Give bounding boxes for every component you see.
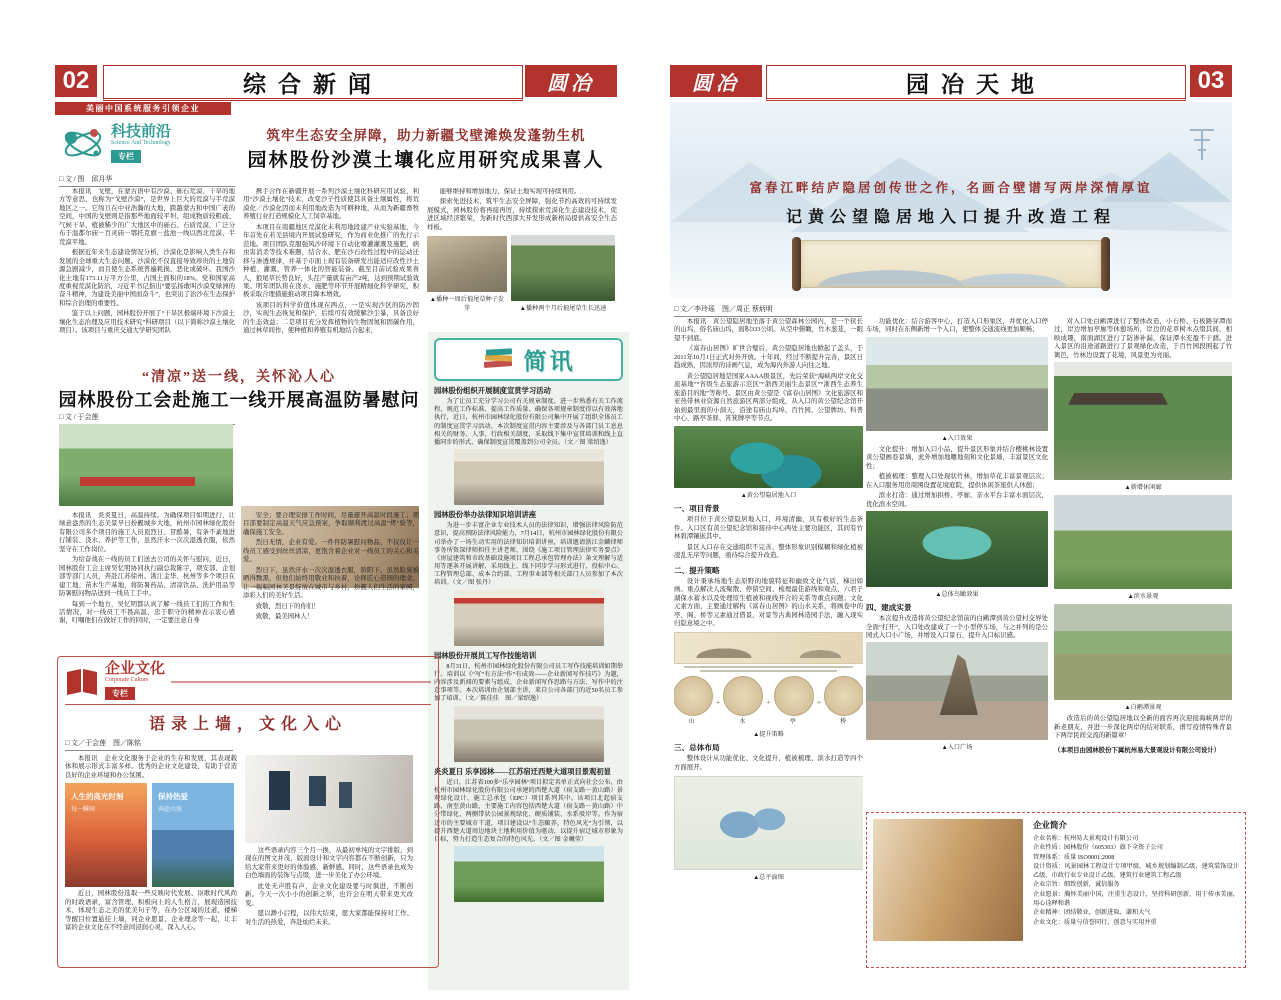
photo-caption: ▲新增休闲廊 [1124,484,1162,492]
feature-banner [670,102,1232,298]
photo-caption: ▲白鹇潭景观 [1124,704,1162,712]
company-line: 企业精神：团结敬业、创新进取、谦和大气 [1033,909,1151,917]
paragraph: 项目位于黄公望隐居地入口，环境清幽，具有极好的生态条件。入口区有黄公望纪念馆和接待中心两处主要功能区，其间有竹林碧潭镶嵌其中。 [674,516,863,541]
poster-title: 人生的高光时刻 [71,792,124,802]
banner-kicker: 富春江畔结庐隐居创传世之作，名画合壁谱写两岸深情厚谊 [749,181,1153,195]
paragraph: 携手合作在新疆开展一系列沙漠土壤化科研应用试验，利用“沙漠土壤化”技术，改变沙子性质使其具备土壤属性，将荒漠化／沙漠化因而未利用地改造为可耕种地，从而为新疆畜牧养殖行业打造规模化人工饲草基地。 [243,188,419,221]
masthead-logo: 圆冶 [670,65,762,97]
culture-section [57,656,439,968]
tech-column-subtitle: Science And Technology [111,139,171,146]
poster-sunset [65,783,147,887]
company-intro-box [866,812,1246,968]
paragraph: 烈日无情，企业有爱。一件件防暑慰问物品，不仅仅让一线员工感受到丝丝清凉，更饱含着企业对一线员工的关心和关爱。 [243,539,419,564]
poster-subtitle: 每一瞬间 [71,807,96,814]
paragraph: 本报讯 炎炎夏日，高温持续。为确保项目如期进行，让绿意盎然的生态美景早日扮靓城乡大地，杭州市园林绿化股份有限公司多个项目的施工人员顶烈日、冒酷暑，有条不紊地进行铺装、浇水、养护等工作，虽然汗水一次次湿透衣服，依然坚守在工作岗位。 [59,512,235,553]
photo-valley-entrance-aerial [674,426,863,488]
paragraph: 致敬，最美园林人！ [255,612,314,620]
section-heading: 二、提升策略 [674,565,720,575]
feature-col1 [674,318,863,976]
plus-separator [817,692,822,710]
feature-col2 [866,318,1048,798]
paragraph: 烈日下，虽然汗水一次次湿透衣服，骄阳下，虽然脸庞被晒得黝黑，但他们始终用敬业和执着，诠释匠心造园的理念，让一幅幅园林美景绽放在城市与乡村，扮靓人们生活的家园，添彩人们的美好生活。 [243,566,419,600]
article1-photos [427,235,617,316]
tech-column-header [61,122,241,166]
photo-caption: ▲播种两个月后狼尾草生长迅速 [519,305,607,313]
brief-body: 为进一步丰富企业专业技术人员的法律知识，增强法律风险防范意识，提高预防法律风险能力，7月14日，杭州市园林绿化股份有限公司举办了一场生动实用的法律知识培训讲座，培训邀请浙江金麟律师事务所资深律师担任主讲老师，围绕《施工项目管理法律实务要点》《房屋建筑和市政基础设施项目工程总承包管理办法》条文理解与适用等逐条开展讲解，采用线上、线下同步学习形式进行，投标中心、工程管理总部、成本合约部、工程事业部等相关部门人员参加了本次培训。（文／图 张丹） [434,522,623,587]
slogan-strip: 美丽中国系统服务引领企业 [55,102,231,115]
painting-note-line [700,670,837,672]
company-line: 企业名称：杭州易大景观设计有限公司 [1033,835,1139,842]
section-heading: 三、总体布局 [674,743,720,753]
feature-col3 [1054,318,1232,848]
masthead-logo: 圆冶 [525,65,617,97]
circle-vignette [774,676,814,725]
photo-block [511,235,615,316]
photo-company-reception [873,819,1023,941]
brief-title: 园林股份举办法律知识培训讲座 [434,510,537,520]
company-line: 企业文化：质量与信誉同行，创意与实用并重 [1033,918,1157,926]
company-intro-text [1033,819,1239,941]
photo-entrance-plaza [866,642,1048,740]
handscroll-illustration [800,240,1102,288]
paragraph: 改造后的黄公望隐居地以全新的面容再次迎接海峡两岸的新老朋友，并进一步深化两岸的结对联系，谱写疫情特殊背景下两岸民间交流的新篇章！ [1054,715,1232,740]
paragraph: 根据近年来生态建设情况分析，沙漠化是影响人类生存和发展的全球重大生态问题。沙漠化不仅直接导致珍贵的土地资源急剧减少，而且使生态系统普遍耗损、恶化或破坏。我国沙化土地有173.11万平方公里，占国土面积的18%。党和国家高度重视荒漠化防治，习近平书记指出“要弘扬敢叫沙漠变绿洲的奋斗精神，为建设美丽中国而奋斗”，也突出了治沙在生态保护和综合治理的重要性。 [59,249,235,307]
master-plan-drawing [674,776,863,870]
photo-desert-seedlings [427,236,507,292]
brief-body: 8月31日，杭州市园林绿化股份有限公司员工写作技能培训如期举行。培训以《“写”有方法“作”有成效——企业新闻写作技巧》为题，内容涉及新闻的要素与组成、企业新闻写作思路与方法、写作中的注意事项等。本次培训由企划部主讲，来自公司各部门的近50名员工参加了培训。（文／陈佳佳 图／梁绍逸） [434,662,623,703]
page-number: 03 [1190,65,1232,97]
photo-office-hallway [245,755,413,843]
paragraph: 鉴于以上问题，园林股份开展了“干旱区极端环境下沙漠土壤化生态治理及应用技术研究”科研项目（以下简称沙漠土壤化项目）。该项目与重庆交通大学研究团队 [59,310,235,335]
plus-separator [716,692,721,710]
photo-caption: ▲入口效果 [941,434,973,442]
painting-note-line [684,666,853,668]
article2-col2 [243,512,419,652]
photo-waterside-scenery [1054,495,1232,589]
culture-byline: □ 文／于会莲 图／陈铭 [65,738,233,751]
circle-vignette [824,676,863,725]
paragraph: 本报讯 企业文化服务于企业的生存和发展，其表现载体和展示形式丰富多样。优秀的企业文化建设，有助于营造良好的企业环境和办公氛围。 [65,755,237,779]
photo-caption: ▲提升策略 [753,731,784,739]
design-credit: （本项目由园林股份下属杭州易大景观设计有限公司设计） [1054,746,1221,754]
tech-column-titles [111,125,171,164]
brief-body: 近日，江苏省100多“乐享园林”项目拟定名单正式向社会公布，由杭州市园林绿化股份有限公司承建的西楚大道（宿支路－黄山路）景观绿化设计、施工总承包（EPC）项目系列其中。该项目北起宿支路，南至黄山路，主要施工内容包括西楚大道（宿支路－黄山路）中分带绿化、两侧带状公园景观绿化、硬质铺装、水系驳岸等。作为宿迁市的主要城市干道，项目建设以“生态颐养，特色风光”为引领，以提升西楚大道周边地块土地利用价值为驱动，以提升宿迁城市形象为目标，努力打造生态复合的特色风光。（文／图 金曦莹） [434,778,623,843]
photo-caption: ▲总平面图 [753,874,784,882]
circle-label: 亭 [789,719,796,726]
briefs-logo-text: 简讯 [523,349,576,374]
photo-caption: ▲播种一周后狼尾草种子发芽 [429,296,505,313]
paragraph: 功能优化：结合游客中心，打造入口形象区，并优化入口停车场，同时在东侧新增一个入口，使整体交通流线更加顺畅； [866,318,1048,334]
paragraph: 文化提升：增加入口小品，提升景区形象并结合樱桃林设置黄公望画卷景墙，此外增加地雕地刻和文化景墙，丰富景区文化性； [866,445,1048,470]
culture-col-left [65,755,237,935]
paragraph: 每到一个地方，吴忆明都认真了解一线员工们的工作和生活情况，对一线员工不畏高温、忠于职守的精神表示衷心感谢，叮嘱他们在做好工作的同时，一定要注意自身 [59,600,235,625]
photo-training-room [454,449,604,505]
briefs-panel [428,332,629,990]
paragraph: 近日，园林股份选取一些反映时代发展、讴歌时代风尚的时政语录，富含管理、积极向上的人生格言，展现造园技术、体现生态之美的优美句子等，在办公区域的过道、楼梯等醒目位置悬挂上墙，同企业愿景、企业理念等一起，让丰富的企业文化在不经意间浸润心灵，深入人心。 [65,890,237,932]
open-book-icon [65,668,99,696]
section-title: 综合新闻 [103,65,523,101]
photo-caption: ▲黄公望隐居地入口 [740,492,797,500]
rendering-birdseye [866,511,1048,587]
photo-baixian-pond [1054,604,1232,700]
paragraph: 滨水打造：通过增加拱桥、亭廊、亲水平台丰富水面层次，优化滨水空间。 [866,492,1048,508]
quote-posters [65,783,237,887]
circle-label: 水 [739,719,746,726]
paragraph: 黄公望隐居地是国家AAAA级景区，先后荣获“海峡两岸文化交流基地”“省级生态旅游示范区”“浙西美丽生态景区”“浙西生态养生旅游目的地”等称号。景区由黄公望是《富春山居图》文化旅游区和亚热带林业资源自然旅游区两部分组成，从入口的黄公望纪念馆开始到最里面的小洞天，沿途有庙山坞埠、百竹园、公望牌坊、科普中心、路亭茶驿、筲箕牌亭等节点。 [674,372,863,422]
page-02 [55,60,623,988]
culture-badge: 专栏 [105,687,135,700]
books-icon [482,347,516,373]
feature-byline: □ 文／李玲瑶 图／周正 蔡炳明 [674,304,862,317]
article2-headline: 园林股份工会赴施工一线开展高温防暑慰问 [58,390,420,410]
paragraph: 这些语录内容三个月一换，从最初单纯的文字排版，到现在的图文并茂，版面设计和文字内容都在不断创新，只为给大家带来更好的体验感、新鲜感。同时，这些语录也成为白色墙面的装饰与点缀，进一步美化了办公环境。 [245,847,413,880]
article2-kicker: “清凉”送一线，关怀沁人心 [142,370,336,385]
photo-block [427,236,507,316]
poster-subtitle: 奔赴山海 [158,807,183,814]
paragraph: 安全；要合理安排工作时间，尽量避开高温时段施工；项目部要制定高温天气应急预案，争取顺利渡过高温“烤”验等，确保施工安全。 [243,512,419,536]
company-line: 管理体系：质量 ISO9001:2008 [1033,853,1115,861]
paragraph: 本报讯 戈壁，在蒙古语中有沙漠、砾石荒漠、干旱的地方等意思，也称为“戈壁沙漠”，是世界上巨大的荒漠与半荒漠地区之一。它绵亘在中亚浩瀚的大地，跨越蒙古和中国广袤的空间，中国的戈壁则是指那些地面较平坦、组成物质较粗疏、气候干旱、植被稀少的广大地区中的砾石、石质荒漠，广泛分布于温都尔庙－百灵庙－鄂托克旗－盐池一线以西北荒漠、半荒漠平地。 [59,188,235,246]
company-intro-title: 企业简介 [1033,820,1068,830]
photo-avenue-landscape [454,846,604,902]
circle-vignette [723,676,763,725]
photo-caption: ▲总体鸟瞰效果 [935,591,979,599]
paragraph: 景区入口存在交通组织不完善、整体形象识别模糊和绿化植被凌乱无序等问题，亟待综合提升改造。 [674,543,863,560]
section-heading: 一、项目背景 [674,504,720,514]
page-number: 02 [55,65,97,97]
divider [171,681,431,683]
paragraph: 植被梳理：整理入口处现状竹林，增加草花丰富景观层次；在入口服务用房周围设置花境庭院，提供休闲茶座供人休憩； [866,473,1048,489]
tech-column-badge: 专栏 [111,150,141,163]
culture-title: 企业文化 [105,661,166,677]
paragraph: 为给奋战在一线的员工们送去公司的关怀与慰问，近日，园林股份工会主席吴忆明协同执行副总裁陈宇，项安部、企划部等部门人员，奔赴江苏徐州、浙江金华、杭州等多个项目在建工地、苗木生产基地，将防暑药品、清凉饮品、洗护用品等防暑慰问物品送到一线员工手中。 [59,556,235,598]
culture-columns [65,755,431,935]
paragraph: 探索先进技术，筑牢生态安全屏障，强化节约高效的可持续发展模式，园林股份将再接再厉，持续探索荒漠化生态建设技术，促进区域经济繁荣，为新时代西部大开发形成新格局提供高安全生态样板。 [427,198,617,231]
brief-title: 园林股份开展员工写作技能培训 [434,650,537,660]
article1-headline: 园林股份沙漠土壤化应用研究成果喜人 [247,150,605,171]
culture-headline: 语录上墙，文化入心 [148,716,347,733]
poster-title: 保持热爱 [158,792,188,802]
section-heading: 四、建成实景 [866,603,912,613]
photo-caption: ▲滨水景观 [1127,593,1159,601]
article2-col1 [59,512,235,652]
paragraph: 整体设计从功能优化、文化提升、植被梳理、滨水打造等四个方面展开。 [674,755,863,771]
brief-title: 园林股份组织开展制度宣贯学习活动 [434,386,551,395]
culture-subtitle: Corporate Culture [105,677,149,683]
company-line: 企业宗旨：细致创新，诚信服务 [1033,881,1120,889]
paragraph: 本项目在南疆地区荒漠化未利用地段建产业实验基地，今年首先在若羌县境内开展试验研究，作为商业化推广的先行示范地。项目团队克服强风沙环境下自动化喷灌灌溉及施肥、病虫害消杀等技术难题，结合水、肥在沙石改性过程中的运动迁移与渗透规律，并基于市面上现有装备研发出能适应改性沙土种植、灌溉、管养一体化的智能装备。截至目前试验成果喜人，狼尾草长势良好，头茬产量就有亩产2吨，达到预期试验效果。明年团队将在浇水、施肥等环节开展精细化科学研究，积极采取合理措施推动项目降本增效。 [243,223,419,299]
paragraph: 能够维持和增加地力，保证土地实现可持续利用。 [439,188,581,195]
culture-titles [105,662,165,701]
circle-label: 桥 [840,719,847,726]
culture-col-right [245,755,413,935]
paragraph: 《富春山居图》旷世合璧后，黄公望隐居地也掀起了盖头，于2011年10月1日正式对外开放。十年间，经过不断提升完善，景区日趋成熟，因浓厚的诗画气息，成为海内外游人向往之地。 [674,345,863,370]
company-line: 企业性质：园林股份（605303）旗下全资子公司 [1033,844,1163,852]
brief-title: 炎炎夏日 乐享园林——江苏宿迁西楚大道项目景观初显 [434,766,611,776]
section-title: 园冶天地 [766,65,1186,101]
paragraph: 对入口处白鹇潭进行了整体改造，小石桥、石板路穿潭而过，岸边增加亭廊等休憩场所，岸边的花草树木点缀其间、相映成趣，南面湖区进行了防渗补漏，保证潭水充盈不干涸。进入景区的沿途道路进行了景观绿化改造，于百竹园段围起了竹篱笆，竹林边设置了花境，风景更为亮丽。 [1054,318,1232,359]
company-intro-layout [873,819,1239,941]
culture-header [65,662,431,705]
photo-leisure-corridor [1054,362,1232,480]
photo-writing-training [454,706,604,762]
strategy-circles [674,676,863,725]
photo-grass-field [511,235,615,301]
circle-vignette [674,676,713,725]
paragraph: 此处无声胜有声，企业文化建设要与时俱进，不断创新。今天一次小小的创新之举，也许会在明天带来更大改变。 [245,882,413,907]
circle-label: 山 [688,719,695,726]
banner-headline: 记黄公望隐居地入口提升改造工程 [785,209,1116,226]
paragraph: 本次提升改造将黄公望纪念馆前的白鹇潭到黄公望村交界处全面“打开”，入口处改建成了一个小型停车场，与之并列的是公园式入口小广场，并增设入口景石，提升入口标识感。 [866,615,1048,639]
article1-byline: □ 文 / 图 邱月华 [59,174,235,187]
page-03 [670,60,1239,988]
poster-sky-mountains [152,783,234,887]
plus-separator [766,692,771,710]
paragraph: 设计秉承场地生态原野的地貌特征和幽致文化气质，梯田如画。重点解决人流聚散、停留空间、梳理最佳游线和观点、六君子湖保水蓄水以及处理原生植被和视线开合的关系等重点问题；文化元素方面，主要通过解构《富春山居图》的山水关系，将画卷中的亭、阁、桥等元素通过借景、对景等古典园林造园手法，融入现实归隐意境之中。 [674,577,863,627]
paragraph: 本报讯 黄公望隐居地坐落于黄公望森林公园内，是一个狭长的山坞，俗名庙山坞，面积333公顷。从空中俯瞰，竹木葱茏，一眼望不到底。 [674,318,863,342]
rendering-entrance-road [866,337,1048,431]
fuchun-scroll-painting [674,632,863,664]
paragraph: 该项目的科学价值体现在两点，一是实现沙区的防沙固沙，实现生态恢复和保护，后续可有效缓解沙尘暴，具备良好的生态效益；二是项目充分发挥植物的生物固氮和固碳作用，通过林草间作，使种植和养殖有机地结合起来， [243,301,419,335]
briefs-logo [434,338,623,381]
company-line: 设计资质：风景园林工程设计专项甲级、城乡规划编制乙级、建筑装饰设计乙级、市政行业专业设计乙级、建筑行业建筑工程乙级 [1033,862,1239,880]
article2-byline: □ 文 / 于会莲 [59,412,235,425]
article1-col1 [59,188,235,360]
paragraph: 愿以渺小启程，以伟大结束，愿大家都能保持对工作、对生活的热爱，奔赴灿烂未来。 [245,910,413,926]
photo-law-lecture [454,590,604,646]
brief-body: 为了让员工充分学习公司有关规章制度，进一步熟悉有关工作流程、规范工作标准、提高工作质量、确保各项规章制度得以有效落地执行，近日，杭州市园林绿化股份有限公司集中开展了组织全体员工的制度宣贯学习活动。本次制度宣贯内容主要涉及与各部门员工息息相关的财务、人事、行政相关制度，采取线下集中宣贯培训和线上直播同步的形式，确保制度宣贯覆盖到公司全员。（文／图 梁绍逸） [434,398,623,446]
company-line: 企业愿景：胸怀美丽中国，注重生态设计，坚持科研创新，用于传承美丽，用心诠释和谐 [1033,890,1239,908]
photo-caption: ▲入口广场 [941,744,973,752]
tech-column-title: 科技前沿 [111,123,172,140]
photo-group-banner [59,424,233,506]
atom-icon [61,122,105,166]
paragraph: 致敬，烈日下的你们！ [255,602,320,610]
article1-col2 [243,188,419,360]
article1-kicker: 筑牢生态安全屏障，助力新疆戈壁滩焕发蓬勃生机 [266,128,586,143]
